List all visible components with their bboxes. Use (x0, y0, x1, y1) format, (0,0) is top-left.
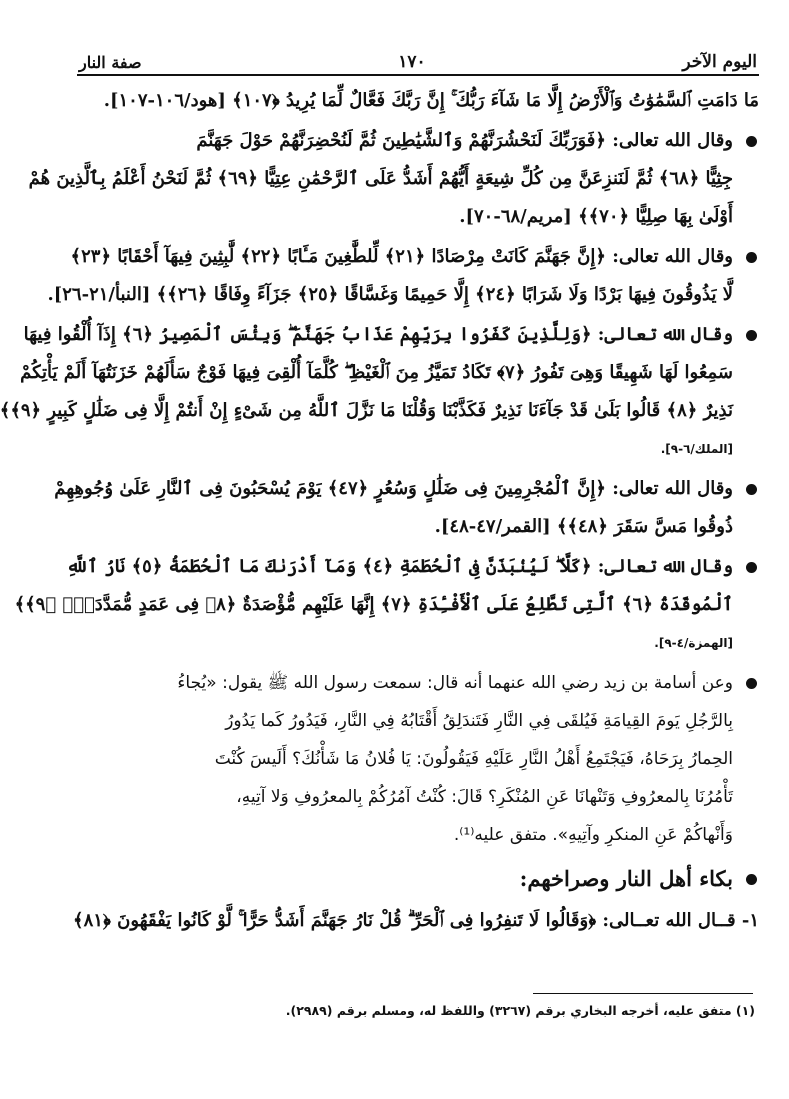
list-item (0, 316, 759, 468)
bullet-icon (746, 330, 757, 341)
bullet-icon (746, 562, 757, 573)
hadith-line: الحِمارُ بِرَحَاهُ، فَيَجْتَمِعُ أَهْلُ النَّارِ عَلَيْهِ فَيَقُولُونَ: يَا فُلانُ مَا شَأْنُكَ؟ أَلَيسَ كُنْتَ (214, 749, 733, 769)
list-item (28, 122, 759, 236)
header-book-title: اليوم الآخر (682, 52, 757, 72)
verse-line: نَذِيرٌ ﴿٨﴾ قَالُوا بَلَىٰ قَدْ جَآءَنَا نَذِيرٌ فَكَذَّبْنَا وَقُلْنَا مَا نَزَّلَ ٱللَّهُ مِن شَىْءٍ إِنْ أَنتُمْ إِلَّا فِى ضَلَٰلٍ كَبِيرٍ ﴿٩﴾﴾ (0, 400, 733, 421)
verse-line: مَا دَامَتِ ٱلسَّمَٰوَٰتُ وَٱلْأَرْضُ إِلَّا مَا شَآءَ رَبُّكَ ۚ إِنَّ رَبَّكَ فَعَّالٌ لِّمَا يُرِيدُ ﴿١٠٧﴾ [هود/١٠٦-١٠٧]. (103, 90, 759, 111)
verse-line: ذُوقُوا مَسَّ سَقَرَ ﴿٤٨﴾﴾ [القمر/٤٧-٤٨]. (434, 516, 733, 537)
section-heading-item (77, 860, 759, 898)
verse-line: أَوْلَىٰ بِهَا صِلِيًّا ﴿٧٠﴾﴾ [مريم/٦٨-٧٠]. (459, 206, 733, 227)
page-body (0, 76, 759, 940)
verse-line: وقال الله تعالى: ﴿فَوَرَبِّكَ لَنَحْشُرَنَّهُمْ وَٱلشَّيَٰطِينَ ثُمَّ لَنُحْضِرَنَّهُمْ حَوْلَ جَهَنَّمَ (196, 130, 733, 151)
header-chapter-title: صفة النار (79, 53, 142, 72)
hadith-line: وَأَنْهاكُمْ عَنِ المنكرِ وآتِيهِ». متفق عليه⁽¹⁾. (453, 825, 733, 845)
verse-line: سَمِعُوا لَهَا شَهِيقًا وَهِىَ تَفُورُ ﴿٧﴾ تَكَادُ تَمَيَّزُ مِنَ ٱلْغَيْظِ ۖ كُلَّمَآ أُلْقِىَ فِيهَا فَوْجٌ سَأَلَهُمْ خَزَنَتُهَآ أَلَمْ يَأْتِكُمْ (20, 362, 733, 383)
page-number: ١٧٠ (398, 52, 426, 72)
page (0, 52, 759, 940)
verse-line: وقال الله تعالى: ﴿إِنَّ ٱلْمُجْرِمِينَ فِى ضَلَٰلٍ وَسُعُرٍ ﴿٤٧﴾ يَوْمَ يُسْحَبُونَ فِى ٱلنَّارِ عَلَىٰ وُجُوهِهِمْ (54, 478, 733, 499)
verse-line: جِثِيًّا ﴿٦٨﴾ ثُمَّ لَنَنزِعَنَّ مِن كُلِّ شِيعَةٍ أَيُّهُمْ أَشَدُّ عَلَى ٱلرَّحْمَٰنِ عِتِيًّا ﴿٦٩﴾ ثُمَّ لَنَحْنُ أَعْلَمُ بِٱلَّذِينَ هُمْ (28, 168, 733, 189)
list-item (14, 548, 759, 662)
list-item (47, 238, 759, 314)
footnote-divider (533, 993, 753, 994)
footnote: (١) متفق عليه، أخرجه البخاري برقم (٣٢٦٧) واللفظ له، ومسلم برقم (٢٩٨٩). (285, 1003, 755, 1018)
section-heading: بكاء أهل النار وصراخهم: (519, 866, 733, 891)
bullet-icon (746, 252, 757, 263)
list-item (54, 470, 759, 546)
verse-line: وقال الله تعالى: ﴿إِنَّ جَهَنَّمَ كَانَتْ مِرْصَادًا ﴿٢١﴾ لِّلطَّٰغِينَ مَـَٔابًا ﴿٢٢﴾ لَّٰبِثِينَ فِيهَآ أَحْقَابًا ﴿٢٣﴾ (70, 246, 733, 267)
hadith-line: وعن أسامة بن زيد رضي الله عنهما أنه قال: سمعت رسول الله ﷺ يقول: «يُجاءُ (177, 673, 733, 693)
bullet-icon (746, 484, 757, 495)
bullet-icon (746, 874, 757, 885)
verse-line: لَّا يَذُوقُونَ فِيهَا بَرْدًا وَلَا شَرَابًا ﴿٢٤﴾ إِلَّا حَمِيمًا وَغَسَّاقًا ﴿٢٥﴾ جَزَآءً وِفَاقًا ﴿٢٦﴾﴾ [النبأ/٢١-٢٦]. (47, 284, 733, 305)
hadith-line: بِالرَّجُلِ يَومَ القِيامَةِ فَيُلقَى فِي النَّارِ فَتَندَلِقُ أَقْتَابُهُ فِي النَّارِ، فَيَدُورُ كَما يَدُورُ (225, 711, 733, 731)
list-item (77, 664, 759, 854)
verse-line: ٱلْمُوقَدَةُ ﴿٦﴾ ٱلَّتِى تَطَّلِعُ عَلَى ٱلْأَفْـِٔدَةِ ﴿٧﴾ إِنَّهَا عَلَيْهِم مُّؤْصَدَةٌ ﴿٨﴾ فِى عَمَدٍ مُّمَدَّدَةٍۭ ﴿٩﴾﴾ (14, 594, 733, 615)
verse-reference: [الملك/٦-٩]. (660, 442, 733, 456)
bullet-icon (746, 136, 757, 147)
verse-line: وقال الله تعالى: ﴿كَلَّا ۖ لَيُنۢبَذَنَّ فِى ٱلْحُطَمَةِ ﴿٤﴾ وَمَآ أَدْرَىٰكَ مَا ٱلْحُطَمَةُ ﴿٥﴾ نَارُ ٱللَّهِ (66, 556, 733, 577)
bullet-icon (746, 678, 757, 689)
hadith-line: تَأْمُرُنَا بِالمعرُوفِ وَتَنْهانَا عَنِ المُنْكَرِ؟ قَالَ: كُنْتُ آمُرُكُمْ بِالمعرُوفِ وَلا آتِيهِ، (236, 787, 733, 807)
verse-reference: [الهمزة/٤-٩]. (654, 636, 733, 650)
verse-line: ١- قــال الله تعــالى: ﴿وَقَالُوا لَا تَنفِرُوا فِى ٱلْحَرِّ ۗ قُلْ نَارُ جَهَنَّمَ أَشَدُّ حَرًّا ۚ لَّوْ كَانُوا يَفْقَهُونَ ﴿٨١﴾ (73, 910, 759, 931)
verse-line: وقال الله تعالى: ﴿وَلِلَّذِينَ كَفَرُوا بِرَبِّهِمْ عَذَابُ جَهَنَّمَ ۖ وَبِئْسَ ٱلْمَصِيرُ ﴿٦﴾ إِذَآ أُلْقُوا فِيهَا (23, 324, 733, 345)
page-header (77, 52, 759, 76)
